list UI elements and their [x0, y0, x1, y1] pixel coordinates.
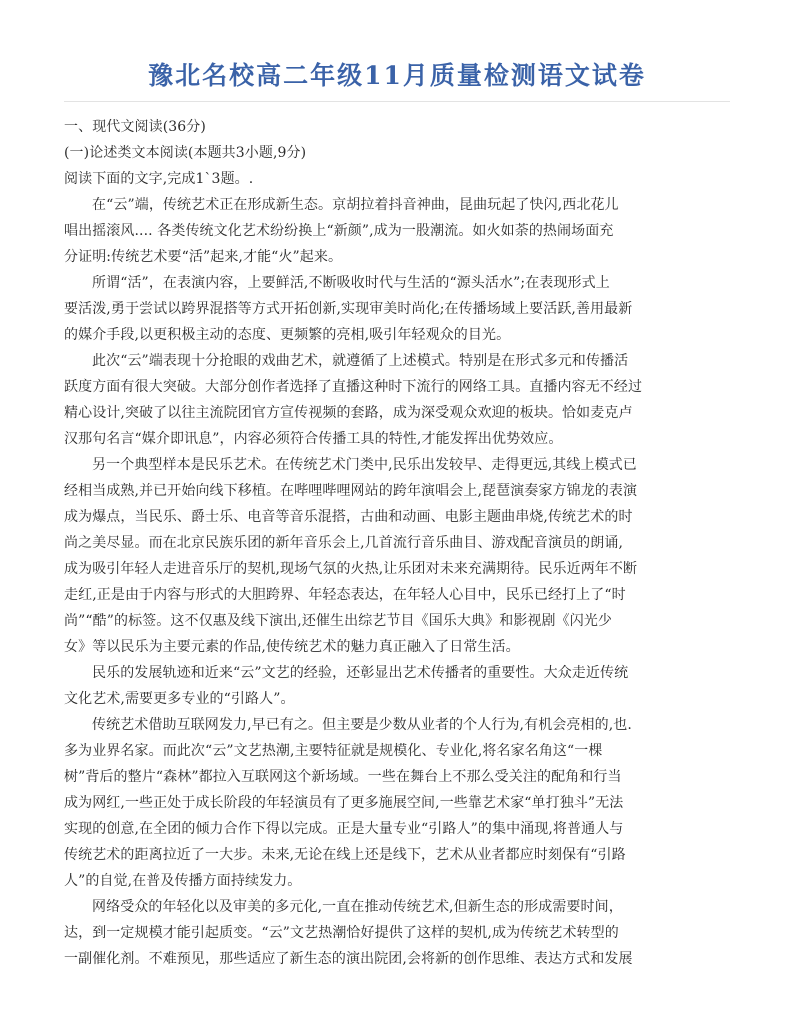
subsection-heading: (一)论述类文本阅读(本题共3小题,9分)	[64, 145, 307, 161]
paragraph-line: 实现的创意,在全团的倾力合作下得以完成。正是大量专业“引路人”的集中涌现,将普通人与	[64, 821, 624, 837]
paragraph-line: 此次“云”端表现十分抢眼的戏曲艺术，就遵循了上述模式。特别是在形式多元和传播活	[92, 353, 629, 369]
paragraph-line: 另一个典型样本是民乐艺术。在传统艺术门类中,民乐出发较早、走得更远,其线上模式已	[92, 457, 637, 473]
paragraph-line: 尚之美尽显。而在北京民族乐团的新年音乐会上,几首流行音乐曲目、游戏配音演员的朗诵,	[64, 535, 623, 551]
paragraph-line: 网络受众的年轻化以及审美的多元化,一直在推动传统艺术,但新生态的形成需要时间，	[92, 899, 623, 915]
paragraph-line: 民乐的发展轨迹和近来“云”文艺的经验，还彰显出艺术传播者的重要性。大众走近传统	[92, 665, 629, 681]
paragraph-line: 传统艺术的距离拉近了一大步。未来,无论在线上还是线下，艺术从业者都应时刻保有“引路	[64, 847, 626, 863]
paragraph-line: 成为吸引年轻人走进音乐厅的契机,现场气氛的火热,让乐团对未来充满期待。民乐近两年不断	[64, 561, 638, 577]
paragraph-line: 汉那句名言“媒介即讯息”，内容必须符合传播工具的特性,才能发挥出优势效应。	[64, 431, 563, 447]
paragraph-line: 跃度方面有很大突破。大部分创作者选择了直播这种时下流行的网络工具。直播内容无不经过	[64, 379, 643, 395]
title-divider	[64, 101, 730, 102]
paragraph-line: 传统艺术借助互联网发力,早已有之。但主要是少数从业者的个人行为,有机会亮相的,也.	[92, 717, 632, 733]
paragraph-line: 经相当成熟,并已开始向线下移植。在哔哩哔哩网站的跨年演唱会上,琵琶演奏家方锦龙的表演	[64, 483, 638, 499]
paragraph-line: 分证明:传统艺术要“活”起来,才能“火”起来。	[64, 249, 343, 265]
paragraph-line: 要活泼,勇于尝试以跨界混搭等方式开拓创新,实现审美时尚化;在传播场域上要活跃,善用最新	[64, 301, 633, 317]
instruction-line: 阅读下面的文字,完成1`3题。.	[64, 171, 254, 187]
page-title: 豫北名校高二年级11月质量检测语文试卷	[148, 61, 646, 90]
paragraph-line: 所谓“活”，在表演内容，上要鲜活,不断吸收时代与生活的“源头活水”;在表现形式上	[92, 275, 610, 291]
paragraph-line: 在“云”端，传统艺术正在形成新生态。京胡拉着抖音神曲，昆曲玩起了快闪,西北花儿	[92, 197, 619, 213]
paragraph-line: 的媒介手段,以更积极主动的态度、更频繁的亮相,吸引年轻观众的目光。	[64, 327, 511, 343]
exam-body	[64, 114, 730, 972]
paragraph-line: 精心设计,突破了以往主流院团官方宣传视频的套路，成为深受观众欢迎的板块。恰如麦克卢	[64, 405, 633, 421]
paragraph-line: 多为业界名家。而此次“云”文艺热潮,主要特征就是规模化、专业化,将名家名角这“一棵	[64, 743, 603, 759]
paragraph-line: 唱出摇滚风.... 各类传统文化艺术纷纷换上“新颜”,成为一股潮流。如火如荼的热闹场面充	[64, 223, 614, 239]
paragraph-line: 走红,正是由于内容与形式的大胆跨界、年轻态表达，在年轻人心目中，民乐已经打上了“时	[64, 587, 626, 603]
paragraph-line: 一副催化剂。不难预见，那些适应了新生态的演出院团,会将新的创作思维、表达方式和发展	[64, 951, 633, 967]
section-heading: 一、现代文阅读(36分)	[64, 119, 206, 135]
paragraph-line: 树”背后的整片“森林”都拉入互联网这个新场域。一些在舞台上不那么受关注的配角和行当	[64, 769, 622, 785]
paragraph-line: 人”的自觉,在普及传播方面持续发力。	[64, 873, 302, 889]
paragraph-line: 尚”“酷”的标签。这不仅惠及线下演出,还催生出综艺节目《国乐大典》和影视剧《闪光少	[64, 613, 613, 629]
paragraph-line: 达，到一定规模才能引起质变。“云”文艺热潮恰好提供了这样的契机,成为传统艺术转型的	[64, 925, 619, 941]
paragraph-line: 文化艺术,需要更多专业的“引路人”。	[64, 691, 295, 707]
paragraph-line: 女》等以民乐为主要元素的作品,使传统艺术的魅力真正融入了日常生活。	[64, 639, 520, 655]
paragraph-line: 成为网红,一些正处于成长阶段的年轻演员有了更多施展空间,一些靠艺术家“单打独斗”无法	[64, 795, 624, 811]
paragraph-line: 成为爆点，当民乐、爵士乐、电音等音乐混搭，古曲和动画、电影主题曲串烧,传统艺术的时	[64, 509, 633, 525]
